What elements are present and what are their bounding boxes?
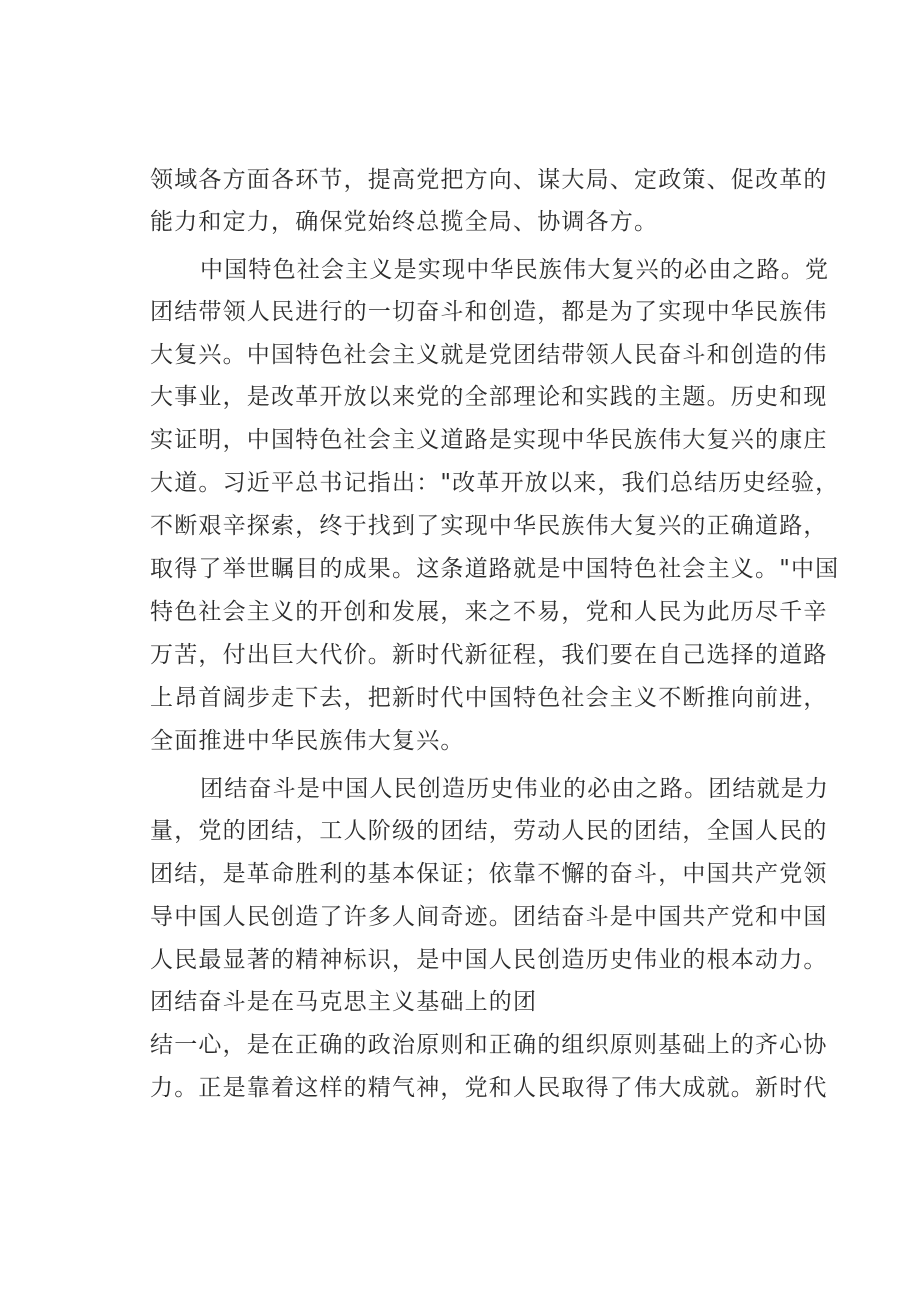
- text-line: 不断艰辛探索，终于找到了实现中华民族伟大复兴的正确道路，: [150, 513, 828, 539]
- text-line: 大道。习近平总书记指出："改革开放以来，我们总结历史经验，: [150, 470, 840, 496]
- text-line: 团结带领人民进行的一切奋斗和创造，都是为了实现中华民族伟: [150, 299, 828, 325]
- text-line: 团结，是革命胜利的基本保证；依靠不懈的奋斗，中国共产党领: [150, 861, 828, 887]
- text-line: 导中国人民创造了许多人间奇迹。团结奋斗是中国共产党和中国: [150, 904, 828, 930]
- text-line: 结一心，是在正确的政治原则和正确的组织原则基础上的齐心协: [150, 1032, 828, 1058]
- text-line: 上昂首阔步走下去，把新时代中国特色社会主义不断推向前进，: [150, 685, 828, 711]
- text-line: 大复兴。中国特色社会主义就是党团结带领人民奋斗和创造的伟: [150, 342, 828, 368]
- text-line: 全面推进中华民族伟大复兴。: [150, 728, 465, 754]
- text-line: 实证明，中国特色社会主义道路是实现中华民族伟大复兴的康庄: [150, 427, 828, 453]
- text-line: 量，党的团结，工人阶级的团结，劳动人民的团结，全国人民的: [150, 818, 828, 844]
- text-line: 万苦，付出巨大代价。新时代新征程，我们要在自己选择的道路: [150, 642, 828, 668]
- text-line: 特色社会主义的开创和发展，来之不易，党和人民为此历尽千辛: [150, 599, 828, 625]
- text-line: 人民最显著的精神标识，是中国人民创造历史伟业的根本动力。: [150, 947, 828, 973]
- text-line: 大事业，是改革开放以来党的全部理论和实践的主题。历史和现: [150, 384, 828, 410]
- text-line: 团结奋斗是在马克思主义基础上的团: [150, 989, 538, 1015]
- paragraph-start-line: 中国特色社会主义是实现中华民族伟大复兴的必由之路。党: [200, 257, 830, 283]
- text-line: 取得了举世瞩目的成果。这条道路就是中国特色社会主义。"中国: [150, 556, 840, 582]
- paragraph-start-line: 团结奋斗是中国人民创造历史伟业的必由之路。团结就是力: [200, 776, 830, 802]
- text-line: 力。正是靠着这样的精气神，党和人民取得了伟大成就。新时代: [150, 1075, 828, 1101]
- text-line: 领域各方面各环节，提高党把方向、谋大局、定政策、促改革的: [150, 167, 828, 193]
- text-line: 能力和定力，确保党始终总揽全局、协调各方。: [150, 209, 659, 235]
